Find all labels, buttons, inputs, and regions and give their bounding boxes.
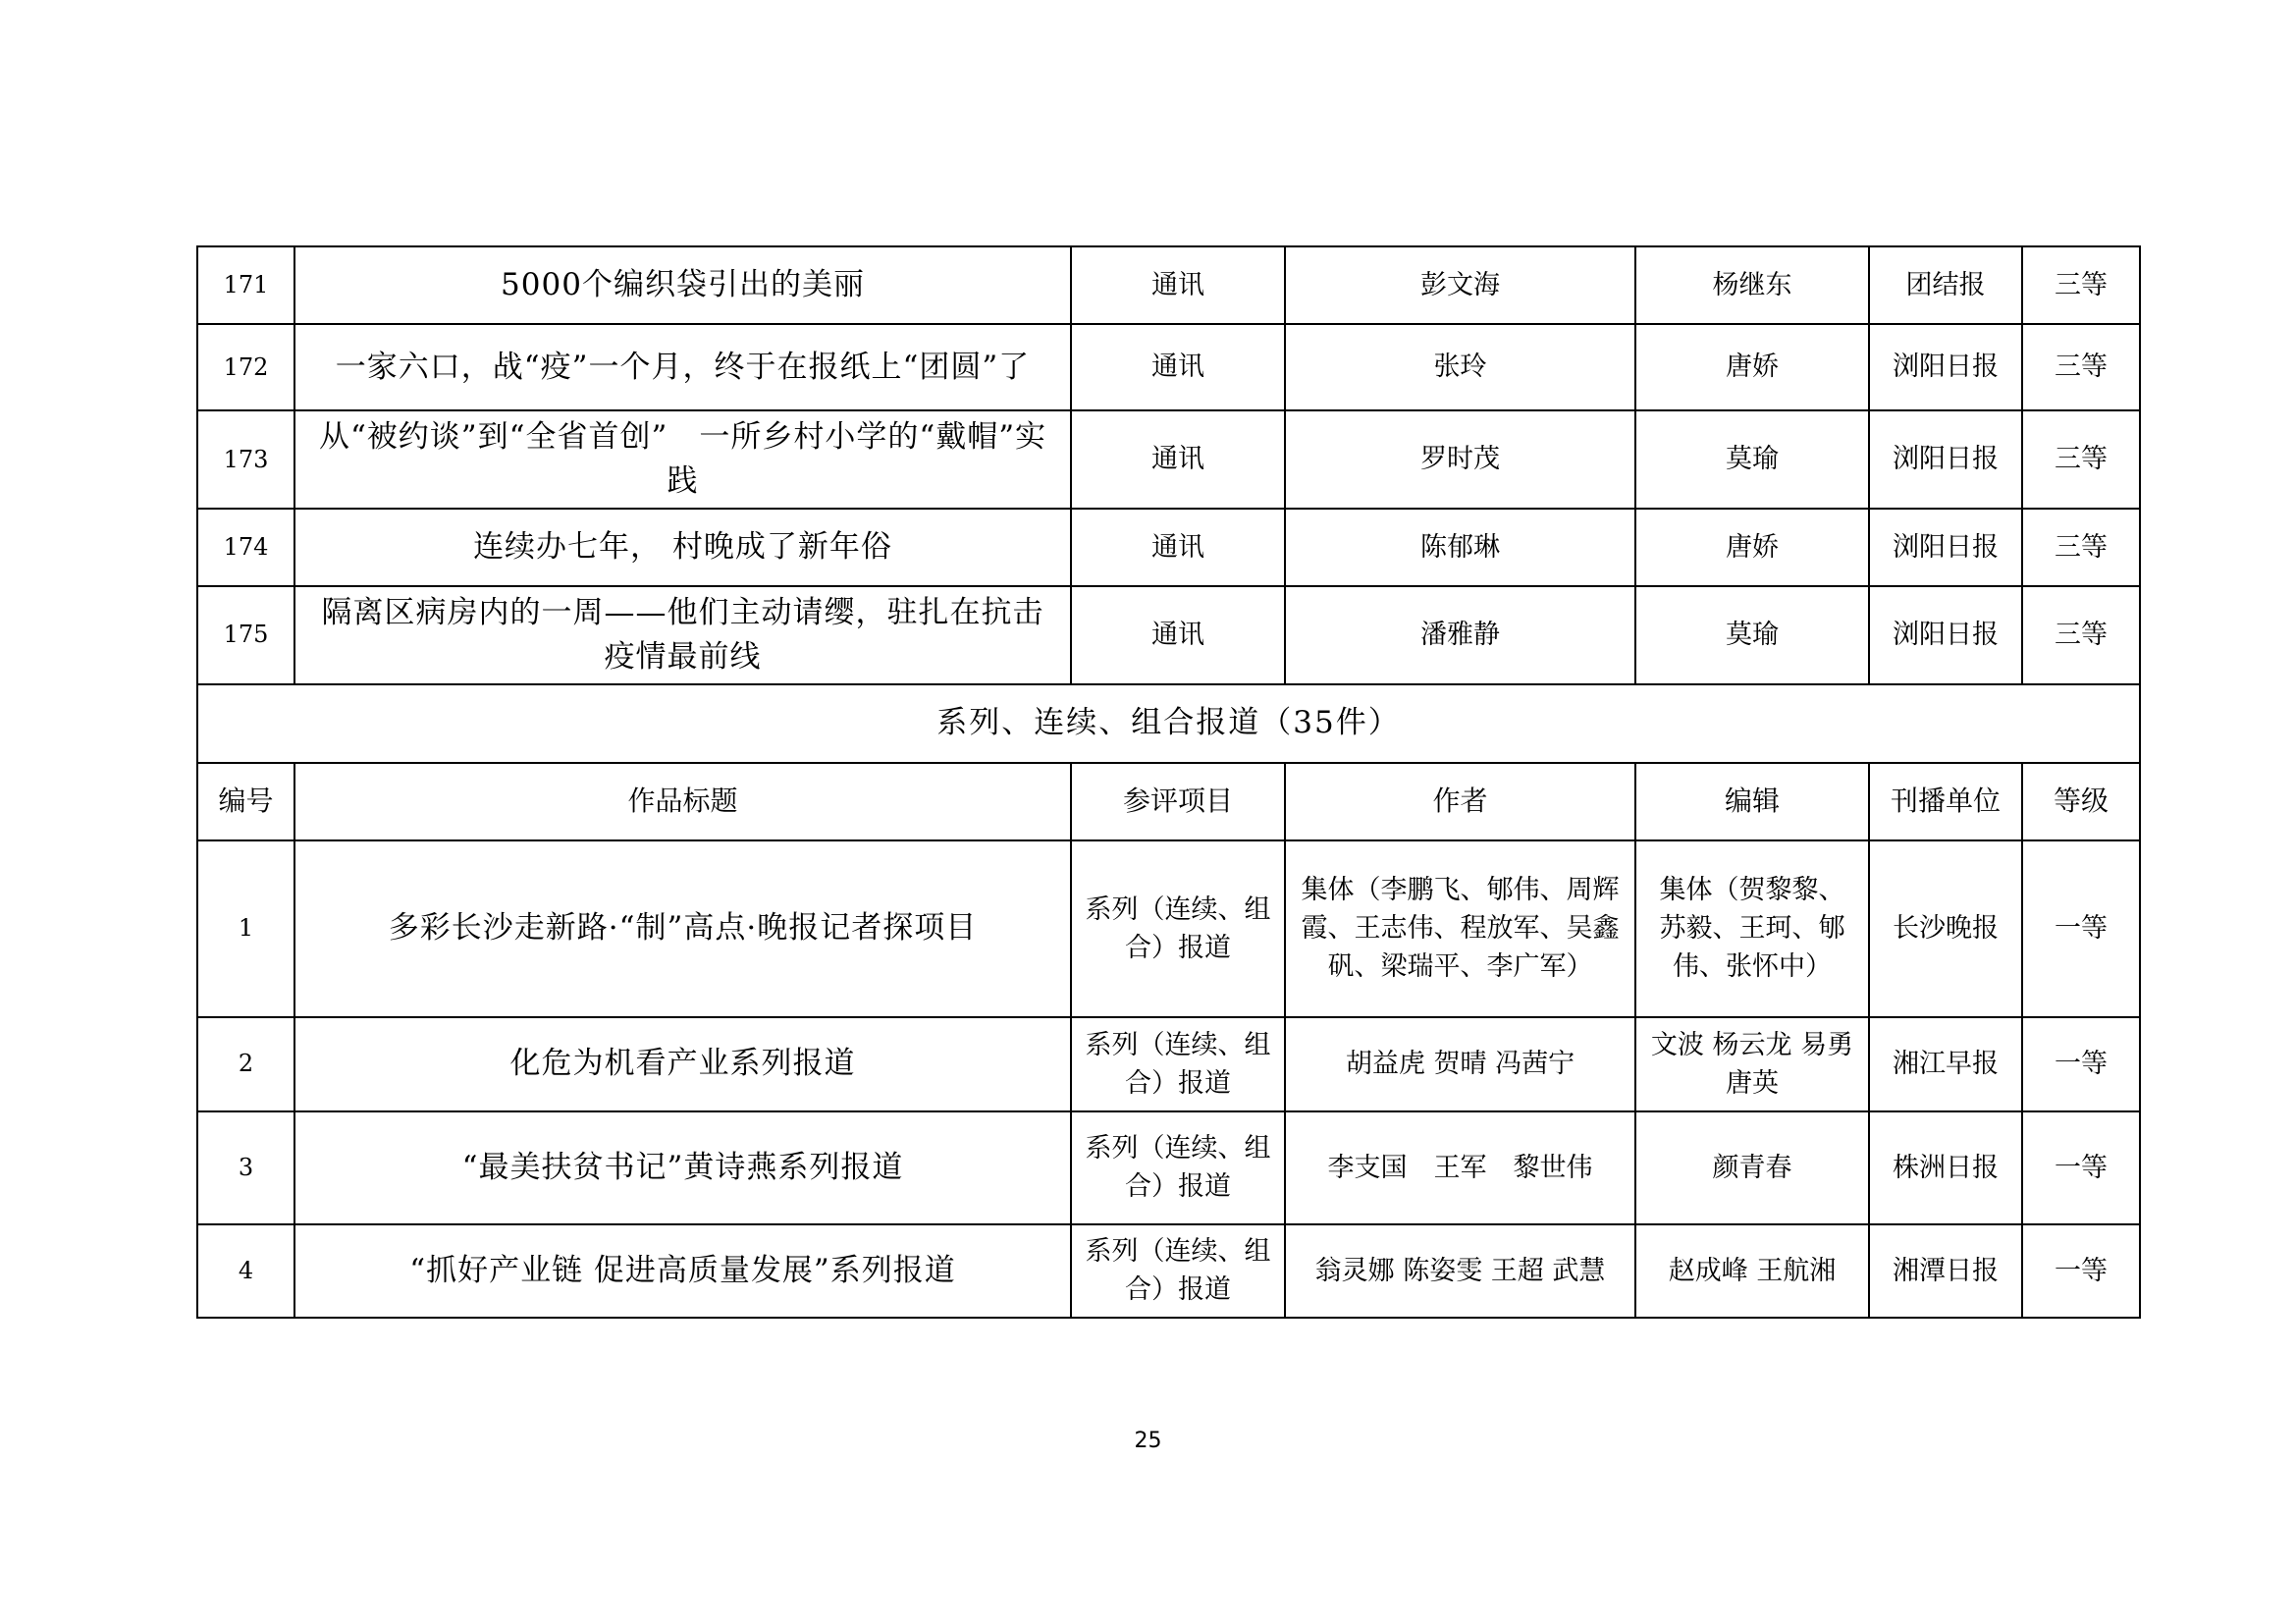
header-category: 参评项目 xyxy=(1071,763,1285,840)
entry-grade: 三等 xyxy=(2022,586,2140,684)
entry-number: 1 xyxy=(197,840,294,1017)
entry-title: 5000个编织袋引出的美丽 xyxy=(294,246,1071,324)
entry-category: 通讯 xyxy=(1071,246,1285,324)
entry-number: 175 xyxy=(197,586,294,684)
entry-number: 172 xyxy=(197,324,294,410)
entry-number: 174 xyxy=(197,509,294,586)
table-row xyxy=(197,1017,2140,1111)
entry-editor: 唐娇 xyxy=(1635,324,1869,410)
entry-editor: 赵成峰 王航湘 xyxy=(1635,1224,1869,1318)
entry-editor: 莫瑜 xyxy=(1635,586,1869,684)
entry-number: 4 xyxy=(197,1224,294,1318)
awards-table xyxy=(196,245,2141,1319)
entry-number: 171 xyxy=(197,246,294,324)
header-title: 作品标题 xyxy=(294,763,1071,840)
entry-title: 一家六口，战“疫”一个月，终于在报纸上“团圆”了 xyxy=(294,324,1071,410)
entry-category: 系列（连续、组合）报道 xyxy=(1071,1224,1285,1318)
entry-grade: 一等 xyxy=(2022,1224,2140,1318)
entry-unit: 浏阳日报 xyxy=(1869,324,2022,410)
entry-category: 通讯 xyxy=(1071,324,1285,410)
entry-category: 通讯 xyxy=(1071,410,1285,509)
entry-unit: 株洲日报 xyxy=(1869,1111,2022,1224)
entry-author: 胡益虎 贺晴 冯茜宁 xyxy=(1285,1017,1635,1111)
table-row xyxy=(197,1111,2140,1224)
entry-unit: 浏阳日报 xyxy=(1869,586,2022,684)
header-number: 编号 xyxy=(197,763,294,840)
entry-category: 通讯 xyxy=(1071,509,1285,586)
section-row xyxy=(197,684,2140,763)
entry-editor: 唐娇 xyxy=(1635,509,1869,586)
table-row xyxy=(197,1224,2140,1318)
table-row xyxy=(197,324,2140,410)
entry-number: 3 xyxy=(197,1111,294,1224)
entry-unit: 浏阳日报 xyxy=(1869,509,2022,586)
entry-grade: 三等 xyxy=(2022,509,2140,586)
entry-category: 系列（连续、组合）报道 xyxy=(1071,1017,1285,1111)
entry-author: 翁灵娜 陈姿雯 王超 武慧 xyxy=(1285,1224,1635,1318)
entry-unit: 湘江早报 xyxy=(1869,1017,2022,1111)
entry-category: 系列（连续、组合）报道 xyxy=(1071,1111,1285,1224)
entry-unit: 长沙晚报 xyxy=(1869,840,2022,1017)
table-row xyxy=(197,586,2140,684)
entry-author: 彭文海 xyxy=(1285,246,1635,324)
entry-editor: 文波 杨云龙 易勇 唐英 xyxy=(1635,1017,1869,1111)
entry-grade: 三等 xyxy=(2022,246,2140,324)
entry-number: 2 xyxy=(197,1017,294,1111)
entry-author: 潘雅静 xyxy=(1285,586,1635,684)
table-row xyxy=(197,410,2140,509)
table-row xyxy=(197,246,2140,324)
table-row xyxy=(197,840,2140,1017)
entry-editor: 杨继东 xyxy=(1635,246,1869,324)
header-unit: 刊播单位 xyxy=(1869,763,2022,840)
header-author: 作者 xyxy=(1285,763,1635,840)
header-row xyxy=(197,763,2140,840)
header-editor: 编辑 xyxy=(1635,763,1869,840)
entry-number: 173 xyxy=(197,410,294,509)
entry-editor: 莫瑜 xyxy=(1635,410,1869,509)
page-number: 25 xyxy=(1134,1429,1162,1453)
entry-author: 罗时茂 xyxy=(1285,410,1635,509)
entry-grade: 一等 xyxy=(2022,1017,2140,1111)
entry-grade: 三等 xyxy=(2022,410,2140,509)
header-grade: 等级 xyxy=(2022,763,2140,840)
entry-author: 陈郁琳 xyxy=(1285,509,1635,586)
entry-unit: 湘潭日报 xyxy=(1869,1224,2022,1318)
entry-grade: 一等 xyxy=(2022,840,2140,1017)
section-title: 系列、连续、组合报道（35件） xyxy=(197,684,2140,763)
entry-title: 从“被约谈”到“全省首创” 一所乡村小学的“戴帽”实践 xyxy=(294,410,1071,509)
table-row xyxy=(197,509,2140,586)
entry-category: 系列（连续、组合）报道 xyxy=(1071,840,1285,1017)
entry-author: 集体（李鹏飞、郇伟、周辉霞、王志伟、程放军、吴鑫矾、梁瑞平、李广军） xyxy=(1285,840,1635,1017)
entry-author: 张玲 xyxy=(1285,324,1635,410)
entry-title: 多彩长沙走新路·“制”高点·晚报记者探项目 xyxy=(294,840,1071,1017)
entry-grade: 一等 xyxy=(2022,1111,2140,1224)
entry-category: 通讯 xyxy=(1071,586,1285,684)
entry-editor: 颜青春 xyxy=(1635,1111,1869,1224)
entry-title: 化危为机看产业系列报道 xyxy=(294,1017,1071,1111)
entry-editor: 集体（贺黎黎、苏毅、王珂、郇伟、张怀中） xyxy=(1635,840,1869,1017)
entry-title: “最美扶贫书记”黄诗燕系列报道 xyxy=(294,1111,1071,1224)
entry-unit: 浏阳日报 xyxy=(1869,410,2022,509)
entry-unit: 团结报 xyxy=(1869,246,2022,324)
entry-title: 隔离区病房内的一周——他们主动请缨，驻扎在抗击疫情最前线 xyxy=(294,586,1071,684)
entry-title: “抓好产业链 促进高质量发展”系列报道 xyxy=(294,1224,1071,1318)
entry-grade: 三等 xyxy=(2022,324,2140,410)
entry-title: 连续办七年， 村晚成了新年俗 xyxy=(294,509,1071,586)
entry-author: 李支国 王军 黎世伟 xyxy=(1285,1111,1635,1224)
